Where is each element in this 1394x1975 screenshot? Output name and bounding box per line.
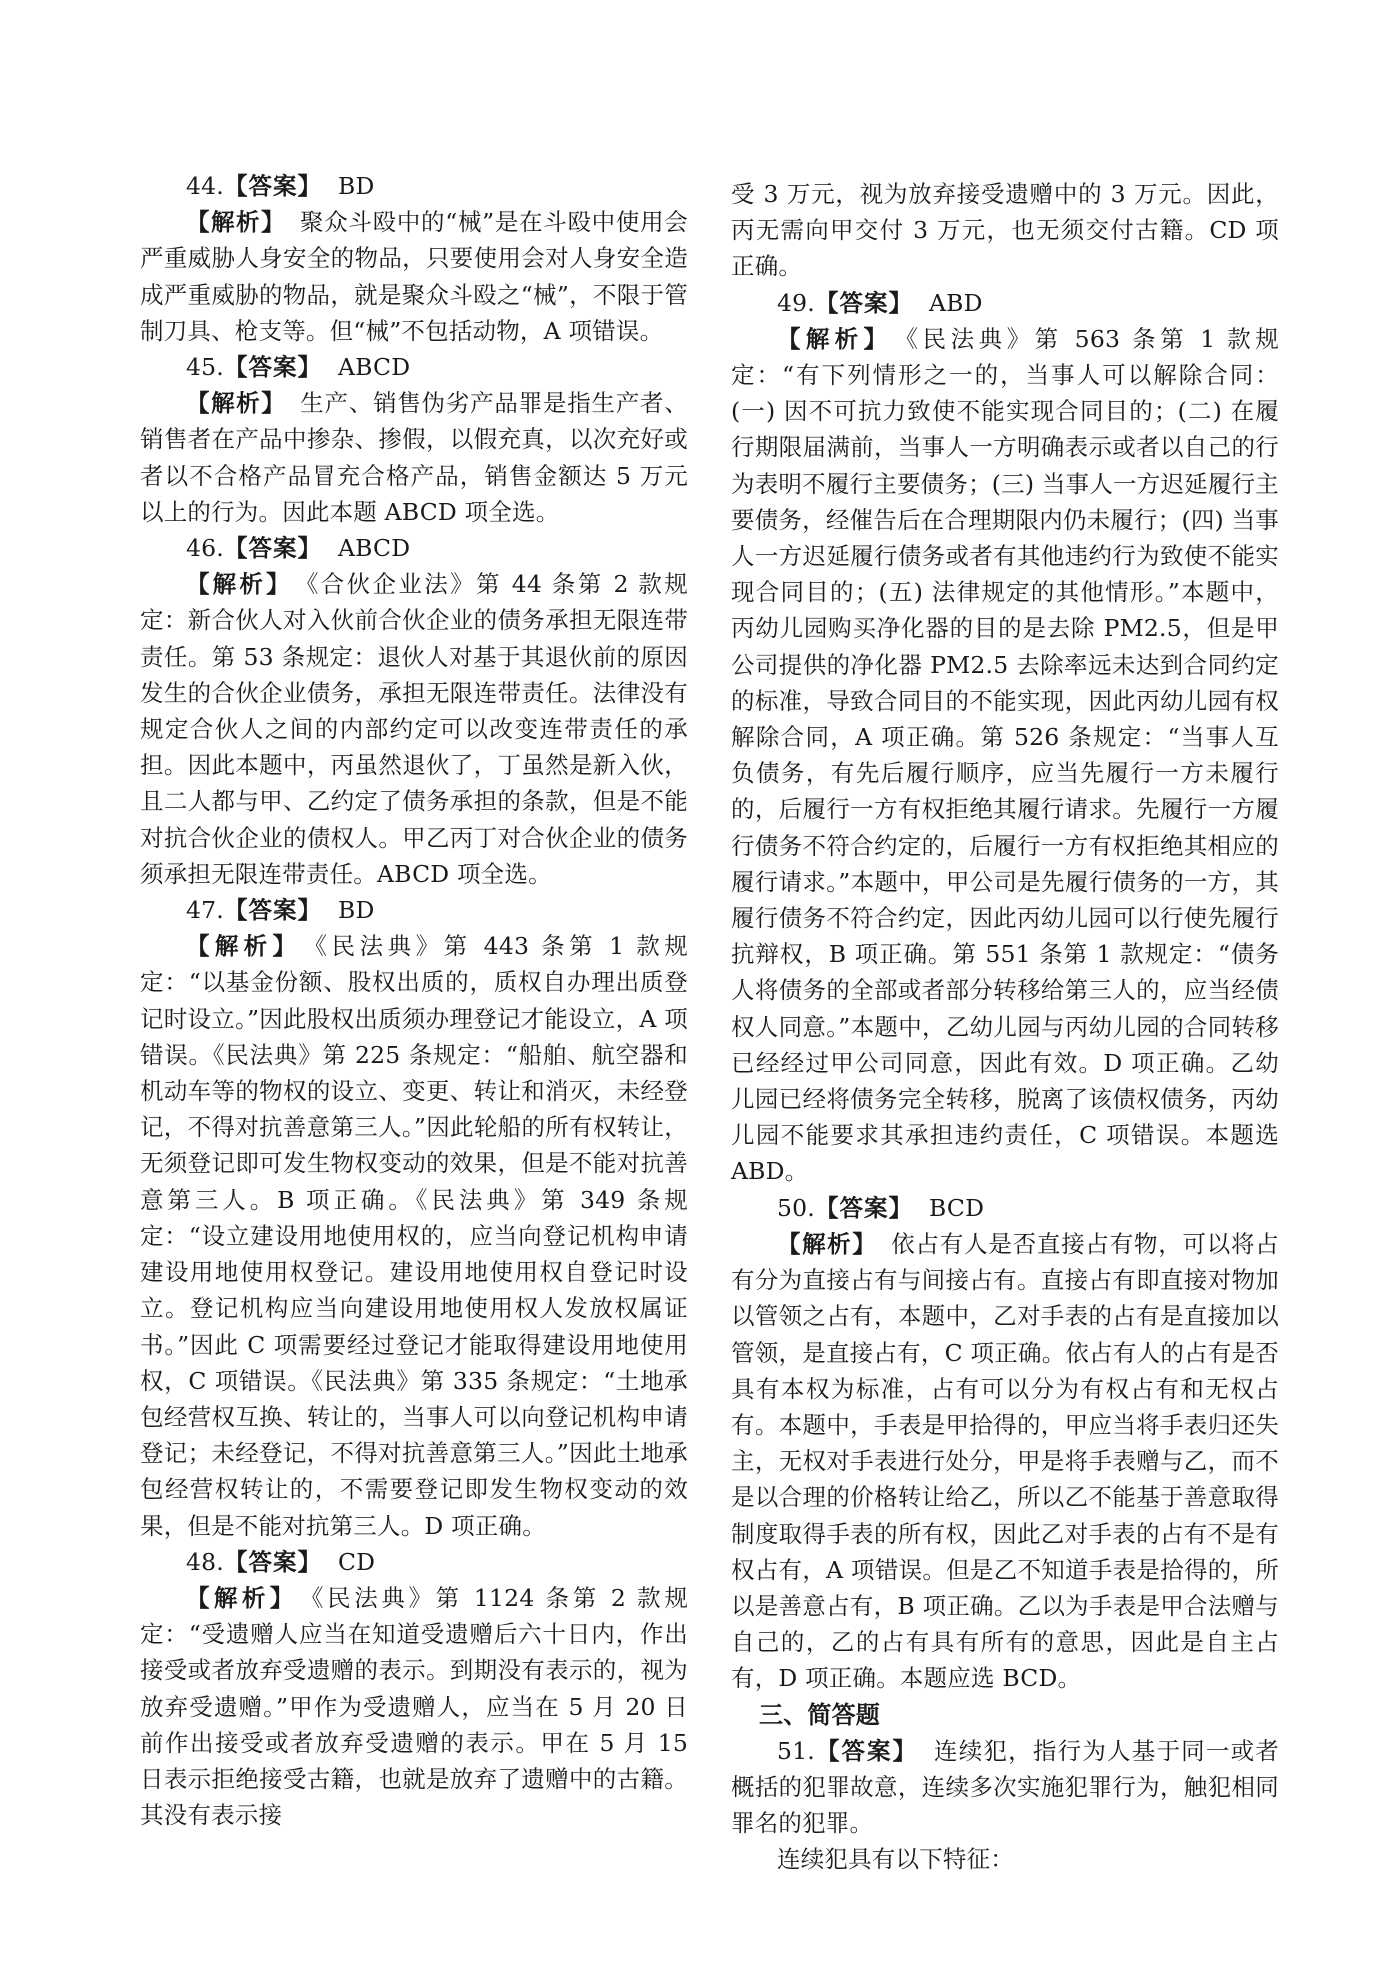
- left-column: [140, 168, 688, 1833]
- analysis-49: 【解析】 《民法典》第 563 条第 1 款规定：“有下列情形之一的，当事人可以解除合同：(一) 因不可抗力致使不能实现合同目的；(二) 在履行期限届满前，当事人一方明确表示或者以自己的行为表明不履行主要债务；(三) 当事人一方迟延履行主要债务，经催告后在合理期限内仍未履行；(四) 当事人一方迟延履行债务或者有其他违约行为致使不能实现合同目的；(五) 法律规定的其他情形。”本题中，丙幼儿园购买净化器的目的是去除 PM2.5，但是甲公司提供的净化器 PM2.5 去除率远未达到合同约定的标准，导致合同目的不能实现，因此丙幼儿园有权解除合同，A 项正确。第 526 条规定：“当事人互负债务，有先后履行顺序，应当先履行一方未履行的，后履行一方有权拒绝其履行请求。先履行一方履行债务不符合约定的，后履行一方有权拒绝其相应的履行请求。”本题中，甲公司是先履行债务的一方，其履行债务不符合约定，因此丙幼儿园可以行使先履行抗辩权，B 项正确。第 551 条第 1 款规定：“债务人将债务的全部或者部分转移给第三人的，应当经债权人同意。”本题中，乙幼儿园与丙幼儿园的合同转移已经经过甲公司同意，因此有效。D 项正确。乙幼儿园已经将债务完全转移，脱离了该债权债务，丙幼儿园不能要求其承担违约责任，C 项错误。本题选 ABD。: [731, 324, 1280, 1186]
- analysis-44: 【解析】 聚众斗殴中的“械”是在斗殴中使用会严重威胁人身安全的物品，只要使用会对人身安全造成严重威胁的物品，就是聚众斗殴之“械”，不限于管制刀具、枪支等。但“械”不包括动物，A 项错误。: [140, 208, 688, 345]
- answer-47: 47.【答案】 BD: [186, 896, 375, 925]
- analysis-48-continuation: 受 3 万元，视为放弃接受遗赠中的 3 万元。因此，丙无需向甲交付 3 万元，也无须交付古籍。CD 项正确。: [731, 180, 1279, 281]
- analysis-45: 【解析】 生产、销售伪劣产品罪是指生产者、销售者在产品中掺杂、掺假，以假充真，以次充好或者以不合格产品冒充合格产品，销售金额达 5 万元以上的行为。因此本题 ABCD 项全选。: [140, 389, 689, 526]
- answer-48: 48.【答案】 CD: [186, 1547, 376, 1576]
- answer-50: 50.【答案】 BCD: [777, 1193, 985, 1222]
- right-column: [731, 176, 1279, 1878]
- analysis-48: 【解析】 《民法典》第 1124 条第 2 款规定：“受遗赠人应当在知道受遗赠后六十日内，作出接受或者放弃受遗赠的表示。到期没有表示的，视为放弃受遗赠。”甲作为受遗赠人，应当在 5 月 20 日前作出接受或者放弃受遗赠的表示。甲在 5 月 15 日表示拒绝接受古籍，也就是放弃了遗赠中的古籍。其没有表示接: [140, 1583, 689, 1830]
- answer-45: 45.【答案】 ABCD: [186, 353, 411, 382]
- section-heading: 三、简答题: [759, 1699, 880, 1729]
- answer-49: 49.【答案】 ABD: [777, 288, 983, 317]
- answer-46: 46.【答案】 ABCD: [186, 534, 411, 563]
- analysis-47: 【解析】 《民法典》第 443 条第 1 款规定：“以基金份额、股权出质的，质权自办理出质登记时设立。”因此股权出质须办理登记才能设立，A 项错误。《民法典》第 225 条规定：“船舶、航空器和机动车等的物权的设立、变更、转让和消灭，未经登记，不得对抗善意第三人。”因此轮船的所有权转让，无须登记即可发生物权变动的效果，但是不能对抗善意第三人。B 项正确。《民法典》第 349 条规定：“设立建设用地使用权的，应当向登记机构申请建设用地使用权登记。建设用地使用权自登记时设立。登记机构应当向建设用地使用权人发放权属证书。”因此 C 项需要经过登记才能取得建设用地使用权，C 项错误。《民法典》第 335 条规定：“土地承包经营权互换、转让的，当事人可以向登记机构申请登记；未经登记，不得对抗善意第三人。”因此土地承包经营权转让的，不需要登记即发生物权变动的效果，但是不能对抗第三人。D 项正确。: [140, 932, 689, 1540]
- analysis-50: 【解析】 依占有人是否直接占有物，可以将占有分为直接占有与间接占有。直接占有即直接对物加以管领之占有，本题中，乙对手表的占有是直接加以管领，是直接占有，C 项正确。依占有人的占有是否具有本权为标准，占有可以分为有权占有和无权占有。本题中，手表是甲拾得的，甲应当将手表归还失主，无权对手表进行处分，甲是将手表赠与乙，而不是以合理的价格转让给乙，所以乙不能基于善意取得制度取得手表的所有权，因此乙对手表的占有不是有权占有，A 项错误。但是乙不知道手表是拾得的，所以是善意占有，B 项正确。乙以为手表是甲合法赠与自己的，乙的占有具有所有的意思，因此是自主占有，D 项正确。本题应选 BCD。: [731, 1229, 1280, 1693]
- answer-44: 44.【答案】 BD: [186, 172, 375, 200]
- features-intro: 连续犯具有以下特征：: [777, 1845, 1014, 1874]
- analysis-46: 【解析】 《合伙企业法》第 44 条第 2 款规定：新合伙人对入伙前合伙企业的债务承担无限连带责任。第 53 条规定：退伙人对基于其退伙前的原因发生的合伙企业债务，承担无限连带责任。法律没有规定合伙人之间的内部约定可以改变连带责任的承担。因此本题中，丙虽然退伙了，丁虽然是新入伙，且二人都与甲、乙约定了债务承担的条款，但是不能对抗合伙企业的债权人。甲乙丙丁对合伙企业的债务须承担无限连带责任。ABCD 项全选。: [140, 570, 689, 888]
- answer-51: 51.【答案】 连续犯，指行为人基于同一或者概括的犯罪故意，连续多次实施犯罪行为，触犯相同罪名的犯罪。: [731, 1736, 1279, 1838]
